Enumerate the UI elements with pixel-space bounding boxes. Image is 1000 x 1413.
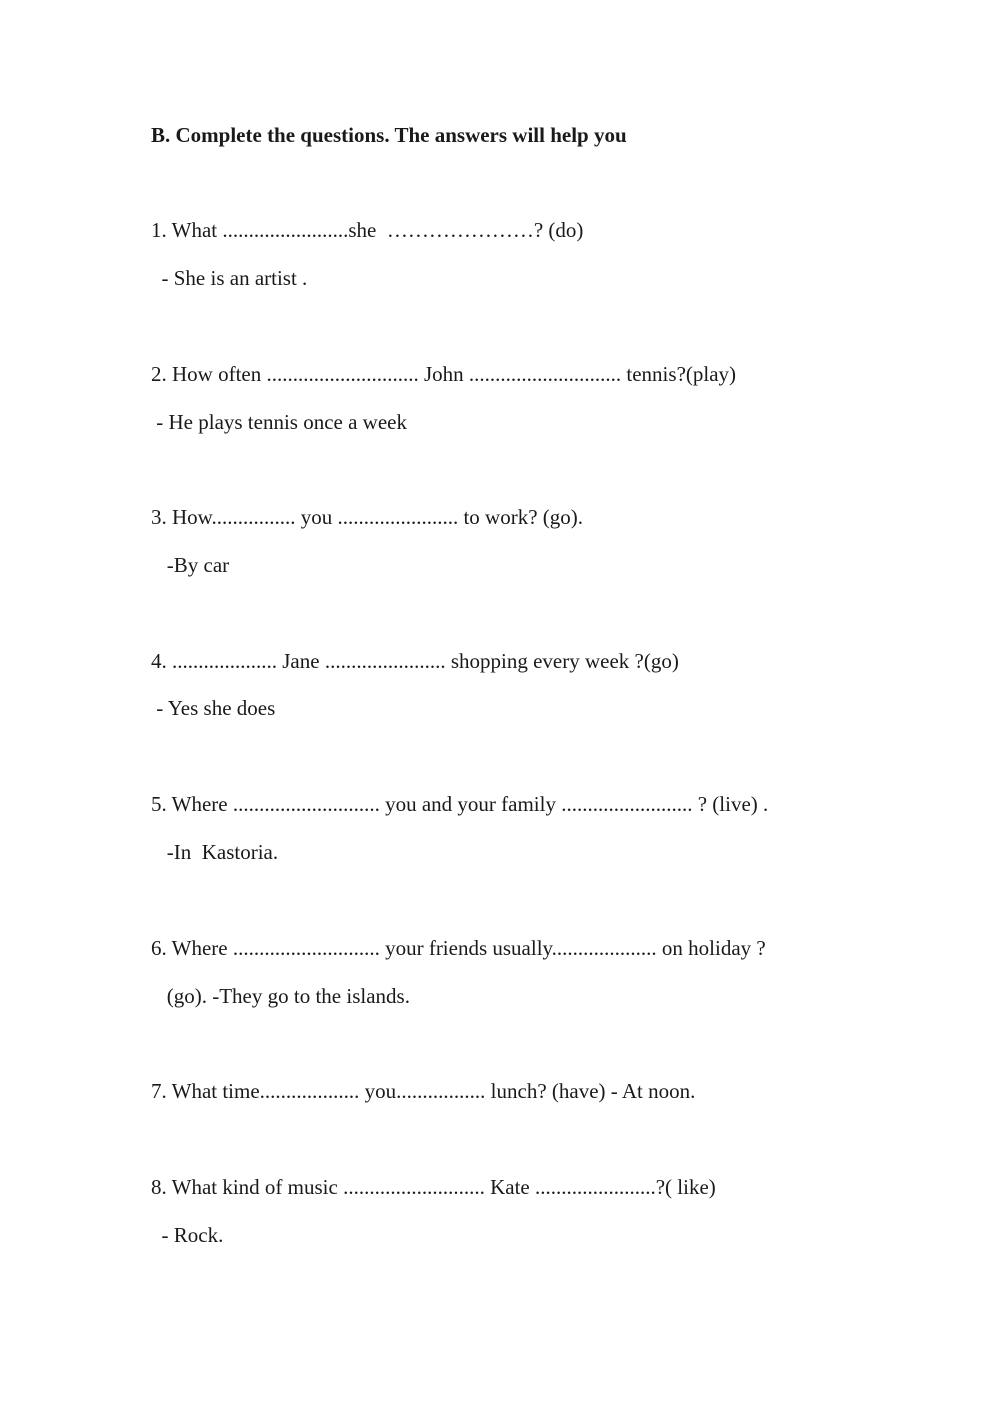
- question-7: 7. What time................... you................. lunch? (have) - At noon.: [151, 1079, 696, 1103]
- answer-1: - She is an artist .: [151, 266, 308, 290]
- question-5: 5. Where ............................ you and your family ......................... ? (live) .: [151, 792, 769, 816]
- question-2: 2. How often ............................. John ............................. tennis?(play): [151, 362, 737, 386]
- question-6: 6. Where ............................ your friends usually.................... on holiday ?: [151, 936, 766, 960]
- answer-4: - Yes she does: [151, 696, 276, 720]
- answer-2: - He plays tennis once a week: [151, 410, 407, 434]
- question-3: 3. How................ you ....................... to work? (go).: [151, 505, 584, 529]
- question-1: 1. What ........................she …………………? (do): [151, 218, 584, 242]
- answer-6: (go). -They go to the islands.: [151, 984, 410, 1008]
- answer-8: - Rock.: [151, 1223, 224, 1247]
- answer-5: -In Kastoria.: [151, 840, 279, 864]
- answer-3: -By car: [151, 553, 230, 577]
- question-8: 8. What kind of music ........................... Kate .......................?( like): [151, 1175, 716, 1199]
- question-4: 4. .................... Jane ....................... shopping every week ?(go): [151, 649, 679, 673]
- worksheet-heading: B. Complete the questions. The answers will help you: [151, 123, 627, 147]
